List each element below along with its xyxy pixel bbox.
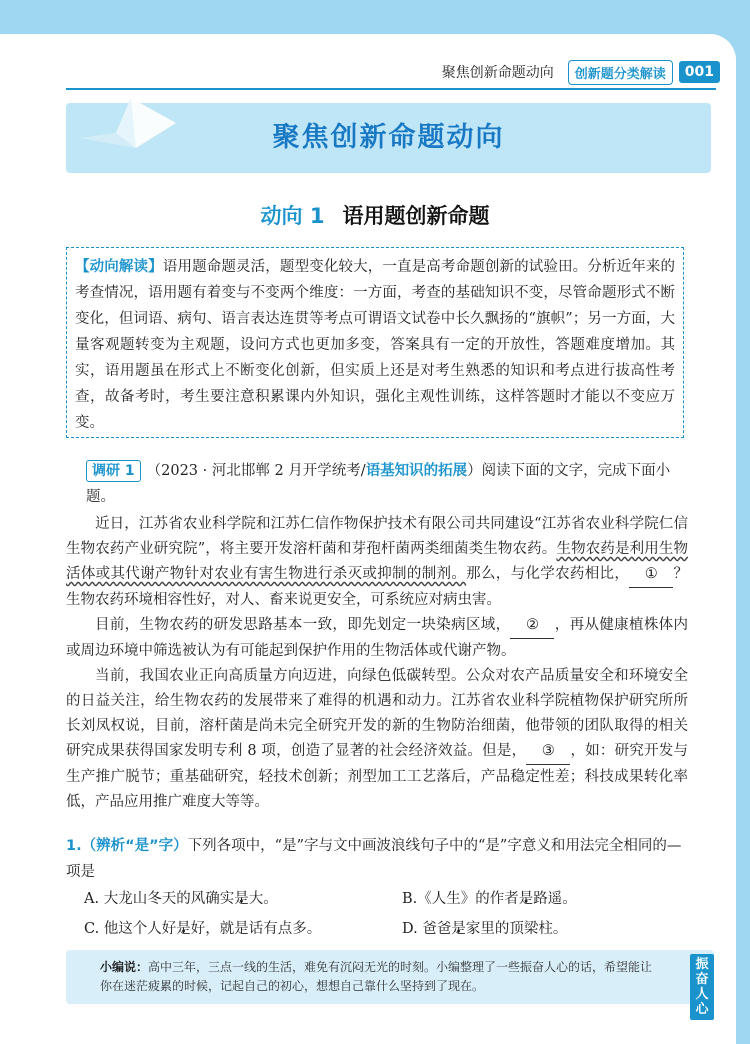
reading-passage (66, 512, 688, 815)
running-header (400, 60, 720, 84)
blank-2: ② (510, 613, 554, 639)
direction-heading (0, 200, 750, 230)
question-tag: （辨析“是”字） (81, 838, 188, 854)
emphasis-char: 是 (451, 921, 466, 937)
direction-title: 语用题创新命题 (342, 204, 490, 228)
header-rule (66, 88, 716, 90)
blank-1: ① (629, 562, 673, 588)
inspiration-side-tag: 振 奋 人 心 (690, 954, 714, 1020)
editor-note (66, 950, 714, 1017)
passage-paragraph (66, 512, 688, 613)
running-title: 聚焦创新命题动向 (441, 65, 554, 81)
direction-number: 动向 1 (260, 204, 325, 228)
emphasis-char: 是 (234, 891, 249, 907)
passage-text: 目前，生物农药的研发思路基本一致，即先划定一块染病区域， (95, 617, 511, 633)
passage-paragraph (66, 664, 688, 815)
option-text: 路遥。 (533, 891, 577, 907)
knowledge-point: 语基知识的拓展 (365, 463, 468, 479)
question-stem: 下列各项中，“是”字与文中画波浪线句子中的“是”字意义和用法完全相同的—项是 (66, 838, 682, 880)
passage-text: 近日，江苏省农业科学院和江苏仁信作物保护技术有限公司共同建设“江苏省农业科学院仁信生物农药产业研究院”，将主要开发溶杆菌和芽孢杆菌两类细菌类生物农药。 (66, 516, 688, 557)
option-text: C. 他这个人好 (84, 921, 177, 937)
option-b[interactable] (402, 885, 577, 913)
research-intro (86, 458, 696, 510)
editor-note-text (100, 958, 660, 996)
option-text: 大。 (248, 891, 278, 907)
passage-text: ，再从健康植株体内或周边环境中筛选被认为有可能起到保护作用的生物活体或代谢产物。 (66, 617, 689, 659)
page-number: 001 (679, 61, 720, 83)
passage-text: 那么，与化学农药相比， (466, 566, 630, 582)
research-source: （2023 · 河北邯郸 2 月开学统考/ (146, 463, 366, 479)
option-text: D. 爸爸 (402, 921, 452, 937)
option-text: B.《人生》的作者 (402, 891, 519, 907)
passage-text: ，如：研究开发与生产推广脱节；重基础研究，轻技术创新；剂型加工工艺落后，产品稳定性差；科技成果转化率低，产品应用推广难度大等等。 (66, 743, 688, 810)
editor-note-body: 高中三年，三点一线的生活，难免有沉闷无光的时刻。小编整理了一些振奋人心的话，希望能让你在迷茫疲累的时候，记起自己的初心，想想自己靠什么坚持到了现在。 (100, 960, 653, 993)
question-1 (66, 833, 688, 885)
option-text: 好，就是话有点多。 (190, 921, 322, 937)
passage-text: 当前，我国农业正向高质量方向迈进，向绿色低碳转型。公众对农产品质量安全和环境安全的日益关注，给生物农药的发展带来了难得的机遇和动力。江苏省农业科学院植物保护研究所所长刘凤权说，目前，溶杆菌是尚未完全研究开发的新的生物防治细菌，他带领的团队取得的相关研究成果获得国家发明专利 8 项，创造了显著的社会经济效益。但是， (66, 668, 688, 759)
blank-3: ③ (526, 739, 570, 765)
title-banner (66, 103, 711, 173)
interpretation-box (66, 247, 684, 438)
passage-paragraph (66, 613, 688, 664)
option-c[interactable] (84, 915, 321, 943)
section-tag: 创新题分类解读 (568, 60, 673, 85)
wavy-underlined-sentence: 生物农药是利用生物活体或其代谢产物针对农业有害生物进行杀灭或抑制的制剂。 (66, 541, 688, 582)
option-text: A. 大龙山冬天的风确实 (84, 891, 235, 907)
passage-text: ？生物农药环境相容性好，对人、畜来说更安全，可系统应对病虫害。 (66, 566, 689, 608)
banner-title: 聚焦创新命题动向 (272, 122, 505, 153)
option-d[interactable] (402, 915, 567, 943)
emphasis-char: 是 (176, 921, 191, 937)
question-number: 1. (66, 838, 82, 854)
option-text: 家里的顶梁柱。 (465, 921, 568, 937)
interpretation-label: 【动向解读】 (75, 259, 163, 275)
interpretation-text: 语用题命题灵活，题型变化较大，一直是高考命题创新的试验田。分析近年来的考查情况，语用题有着变与不变两个维度：一方面，考查的基础知识不变，尽管命题形式不断变化，但词语、病句、语言表达连贯等考点可谓语文试卷中长久飘扬的“旗帜”；另一方面，大量客观题转变为主观题，设问方式也更加多变，答案具有一定的开放性，答题难度增加。其实，语用题虽在形式上不断变化创新，但实质上还是对考生熟悉的知识和考点进行拔高性考查，故备考时，考生要注意积累课内外知识，强化主观性训练，这样答题时才能以不变应万变。 (75, 259, 675, 431)
emphasis-char: 是 (518, 891, 534, 907)
option-a[interactable] (84, 885, 278, 913)
research-tag: 调研 1 (86, 460, 141, 482)
editor-note-label: 小编说： (100, 960, 149, 974)
research-instruction: ）阅读下面的文字，完成下面小题。 (86, 463, 671, 505)
